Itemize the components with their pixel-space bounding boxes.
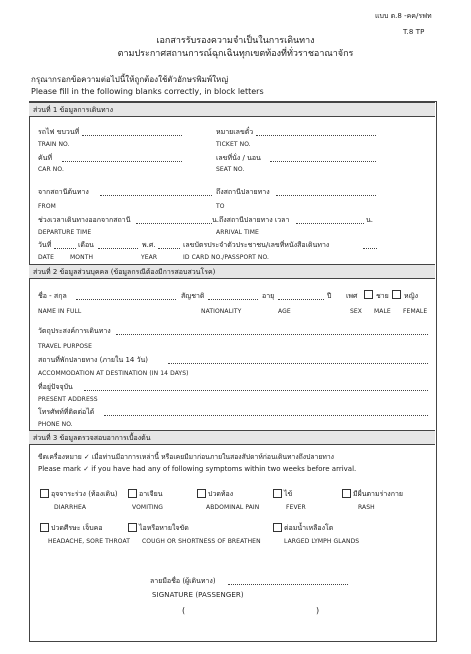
name-paren-close: ) xyxy=(316,606,320,615)
seat-no-dots xyxy=(270,161,376,162)
seat-no-label-en: SEAT NO. xyxy=(216,166,245,173)
abdominal-pain-label: ปวดท้อง xyxy=(208,490,234,498)
full-name-label: ชื่อ - สกุล xyxy=(38,292,67,300)
female-label-en: FEMALE xyxy=(403,308,428,315)
fever-label: ไข้ xyxy=(284,490,293,498)
form-number: T.8 TP xyxy=(403,28,425,36)
id-card-input[interactable] xyxy=(363,239,377,248)
mark-instruction-thai: ขีดเครื่องหมาย ✓ เมื่อท่านมีอาการเหล่านี้ หรือเคยมีมาก่อนภายในสองสัปดาห์ก่อนเดินทางถึงปลายทาง xyxy=(38,453,334,461)
male-label: ชาย xyxy=(376,292,389,300)
nationality-input[interactable] xyxy=(208,290,258,299)
year-label-en: YEAR xyxy=(141,254,158,261)
vomiting-label: อาเจียน xyxy=(139,490,163,498)
female-checkbox[interactable] xyxy=(392,290,401,299)
arrival-time-suffix: น. xyxy=(366,216,374,224)
rash-label-en: RASH xyxy=(358,504,375,511)
ticket-no-dots xyxy=(256,135,376,136)
nationality-dots xyxy=(208,299,258,300)
headache-checkbox[interactable] xyxy=(40,523,49,532)
accommodation-label-en: ACCOMMODATION AT DESTINATION (IN 14 DAYS) xyxy=(38,370,189,377)
ticket-no-input[interactable] xyxy=(256,126,376,135)
from-station-dots xyxy=(100,195,212,196)
accommodation-dots xyxy=(168,363,428,364)
purpose-label: วัตถุประสงค์การเดินทาง xyxy=(38,327,111,335)
female-label: หญิง xyxy=(404,292,418,300)
arrival-time-input[interactable] xyxy=(296,214,364,223)
departure-time-input[interactable] xyxy=(136,214,212,223)
headache-label: ปวดศีรษะ เจ็บคอ xyxy=(51,524,103,532)
car-no-label: คันที่ xyxy=(38,154,53,162)
printed-name-input[interactable] xyxy=(190,607,314,616)
section2-header xyxy=(29,264,435,279)
departure-time-dots xyxy=(136,223,212,224)
male-label-en: MALE xyxy=(374,308,391,315)
sex-label: เพศ xyxy=(346,292,358,300)
address-label-en: PRESENT ADDRESS xyxy=(38,396,98,403)
age-label: อายุ xyxy=(262,292,275,300)
full-name-input[interactable] xyxy=(76,290,176,299)
fever-label-en: FEVER xyxy=(286,504,306,511)
instruction-thai: กรุณากรอกข้อความต่อไปนี้ให้ถูกต้องใช้ตัวอักษรพิมพ์ใหญ่ xyxy=(31,75,229,84)
section3-title: ส่วนที่ 3 ข้อมูลตรวจสอบอาการเบื้องต้น xyxy=(33,434,151,442)
age-dots xyxy=(278,299,324,300)
section1-header xyxy=(29,102,435,117)
arrival-time-label: น.ถึงสถานีปลายทาง เวลา xyxy=(212,216,290,224)
date-input[interactable] xyxy=(54,239,76,248)
headache-label-en: HEADACHE, SORE THROAT xyxy=(48,538,130,545)
age-input[interactable] xyxy=(278,290,324,299)
section3-header xyxy=(29,430,435,445)
purpose-dots xyxy=(116,334,428,335)
purpose-input[interactable] xyxy=(116,325,428,334)
purpose-label-en: TRAVEL PURPOSE xyxy=(38,343,92,350)
male-checkbox[interactable] xyxy=(364,290,373,299)
id-card-label: เลขบัตรประจำตัวประชาชน/เลขที่หนังสือเดินทาง xyxy=(183,241,330,249)
cough-checkbox[interactable] xyxy=(128,523,137,532)
date-dots xyxy=(54,248,76,249)
to-station-label: ถึงสถานีปลายทาง xyxy=(216,188,270,196)
fever-checkbox[interactable] xyxy=(273,489,282,498)
date-label-en: DATE xyxy=(38,254,55,261)
diarrhea-label-en: DIARRHEA xyxy=(54,504,87,511)
year-dots xyxy=(158,248,180,249)
from-station-input[interactable] xyxy=(100,186,212,195)
nationality-label-en: NATIONALITY xyxy=(201,308,242,315)
sex-label-en: SEX xyxy=(350,308,363,315)
car-no-input[interactable] xyxy=(62,152,182,161)
address-input[interactable] xyxy=(84,381,428,390)
accommodation-label: สถานที่พักปลายทาง (ภายใน 14 วัน) xyxy=(38,356,149,364)
section2-title: ส่วนที่ 2 ข้อมูลส่วนบุคคล (ข้อมูลกรณีต้องมีการสอบสวนโรค) xyxy=(33,268,216,276)
phone-label-en: PHONE NO. xyxy=(38,421,73,428)
signature-label-en: SIGNATURE (PASSENGER) xyxy=(152,591,244,599)
train-no-label: รถไฟ ขบวนที่ xyxy=(38,128,80,136)
rash-checkbox[interactable] xyxy=(342,489,351,498)
abdominal-pain-checkbox[interactable] xyxy=(197,489,206,498)
address-dots xyxy=(84,390,428,391)
title-line-1: เอกสารรับรองความจำเป็นในการเดินทาง xyxy=(156,36,315,46)
form-code: แบบ ต.8 -คค/รฟท xyxy=(375,12,432,20)
signature-input[interactable] xyxy=(228,575,348,584)
train-no-input[interactable] xyxy=(82,126,182,135)
lymph-glands-checkbox[interactable] xyxy=(273,523,282,532)
full-name-label-en: NAME IN FULL xyxy=(38,308,82,315)
signature-dots xyxy=(228,584,348,585)
phone-dots xyxy=(104,415,428,416)
address-label: ที่อยู่ปัจจุบัน xyxy=(38,383,73,391)
mark-instruction-english: Please mark ✓ if you have had any of following symptoms within two weeks before arrival. xyxy=(38,465,357,473)
age-unit: ปี xyxy=(327,292,332,300)
abdominal-pain-label-en: ABDOMINAL PAIN xyxy=(206,504,260,511)
title-line-2: ตามประกาศสถานการณ์ฉุกเฉินทุกเขตท้องที่ทั่วราชอาณาจักร xyxy=(117,49,354,59)
diarrhea-checkbox[interactable] xyxy=(40,489,49,498)
phone-input[interactable] xyxy=(104,406,428,415)
age-label-en: AGE xyxy=(278,308,291,315)
month-label: เดือน xyxy=(78,241,94,249)
car-no-dots xyxy=(62,161,182,162)
id-card-dots xyxy=(363,248,377,249)
departure-label-en: DEPARTURE TIME xyxy=(38,229,92,236)
rash-label: มีผื่นตามร่างกาย xyxy=(353,490,403,498)
accommodation-input[interactable] xyxy=(168,354,428,363)
vomiting-checkbox[interactable] xyxy=(128,489,137,498)
section1-title: ส่วนที่ 1 ข้อมูลการเดินทาง xyxy=(33,106,114,114)
year-input[interactable] xyxy=(158,239,180,248)
seat-no-input[interactable] xyxy=(270,152,376,161)
train-no-dots xyxy=(82,135,182,136)
to-station-dots xyxy=(276,195,376,196)
month-label-en: MONTH xyxy=(70,254,94,261)
signature-label: ลายมือชื่อ (ผู้เดินทาง) xyxy=(150,577,216,585)
date-label: วันที่ xyxy=(38,241,52,249)
to-station-input[interactable] xyxy=(276,186,376,195)
ticket-no-label-en: TICKET NO. xyxy=(216,141,251,148)
seat-no-label: เลขที่นั่ง / นอน xyxy=(216,154,261,162)
ticket-no-label: หมายเลขตั๋ว xyxy=(216,128,254,136)
id-card-label-en: ID CARD NO./PASSPORT NO. xyxy=(183,254,270,261)
cough-label-en: COUGH OR SHORTNESS OF BREATHEN xyxy=(142,538,261,545)
from-station-label: จากสถานีต้นทาง xyxy=(38,188,89,196)
phone-label: โทรศัพท์ที่ติดต่อได้ xyxy=(38,408,95,416)
month-dots xyxy=(98,248,138,249)
to-label-en: TO xyxy=(216,203,225,210)
car-no-label-en: CAR NO. xyxy=(38,166,64,173)
arrival-label-en: ARRIVAL TIME xyxy=(216,229,259,236)
from-label-en: FROM xyxy=(38,203,56,210)
diarrhea-label: อุจจาระร่วง (ท้องเดิน) xyxy=(51,490,118,498)
year-label: พ.ศ. xyxy=(142,241,156,249)
lymph-glands-label-en: LARGED LYMPH GLANDS xyxy=(284,538,360,545)
train-no-label-en: TRAIN NO. xyxy=(38,141,70,148)
arrival-time-dots xyxy=(296,223,364,224)
month-input[interactable] xyxy=(98,239,138,248)
full-name-dots xyxy=(76,299,176,300)
lymph-glands-label: ต่อมน้ำเหลืองโต xyxy=(284,524,334,532)
vomiting-label-en: VOMITING xyxy=(132,504,164,511)
name-paren-open: ( xyxy=(182,606,186,615)
departure-time-label: ช่วงเวลาเดินทางออกจากสถานี xyxy=(38,216,131,224)
instruction-english: Please fill in the following blanks correctly, in block letters xyxy=(31,87,264,96)
nationality-label: สัญชาติ xyxy=(181,292,205,300)
cough-label: ไอหรือหายใจขัด xyxy=(139,524,189,532)
